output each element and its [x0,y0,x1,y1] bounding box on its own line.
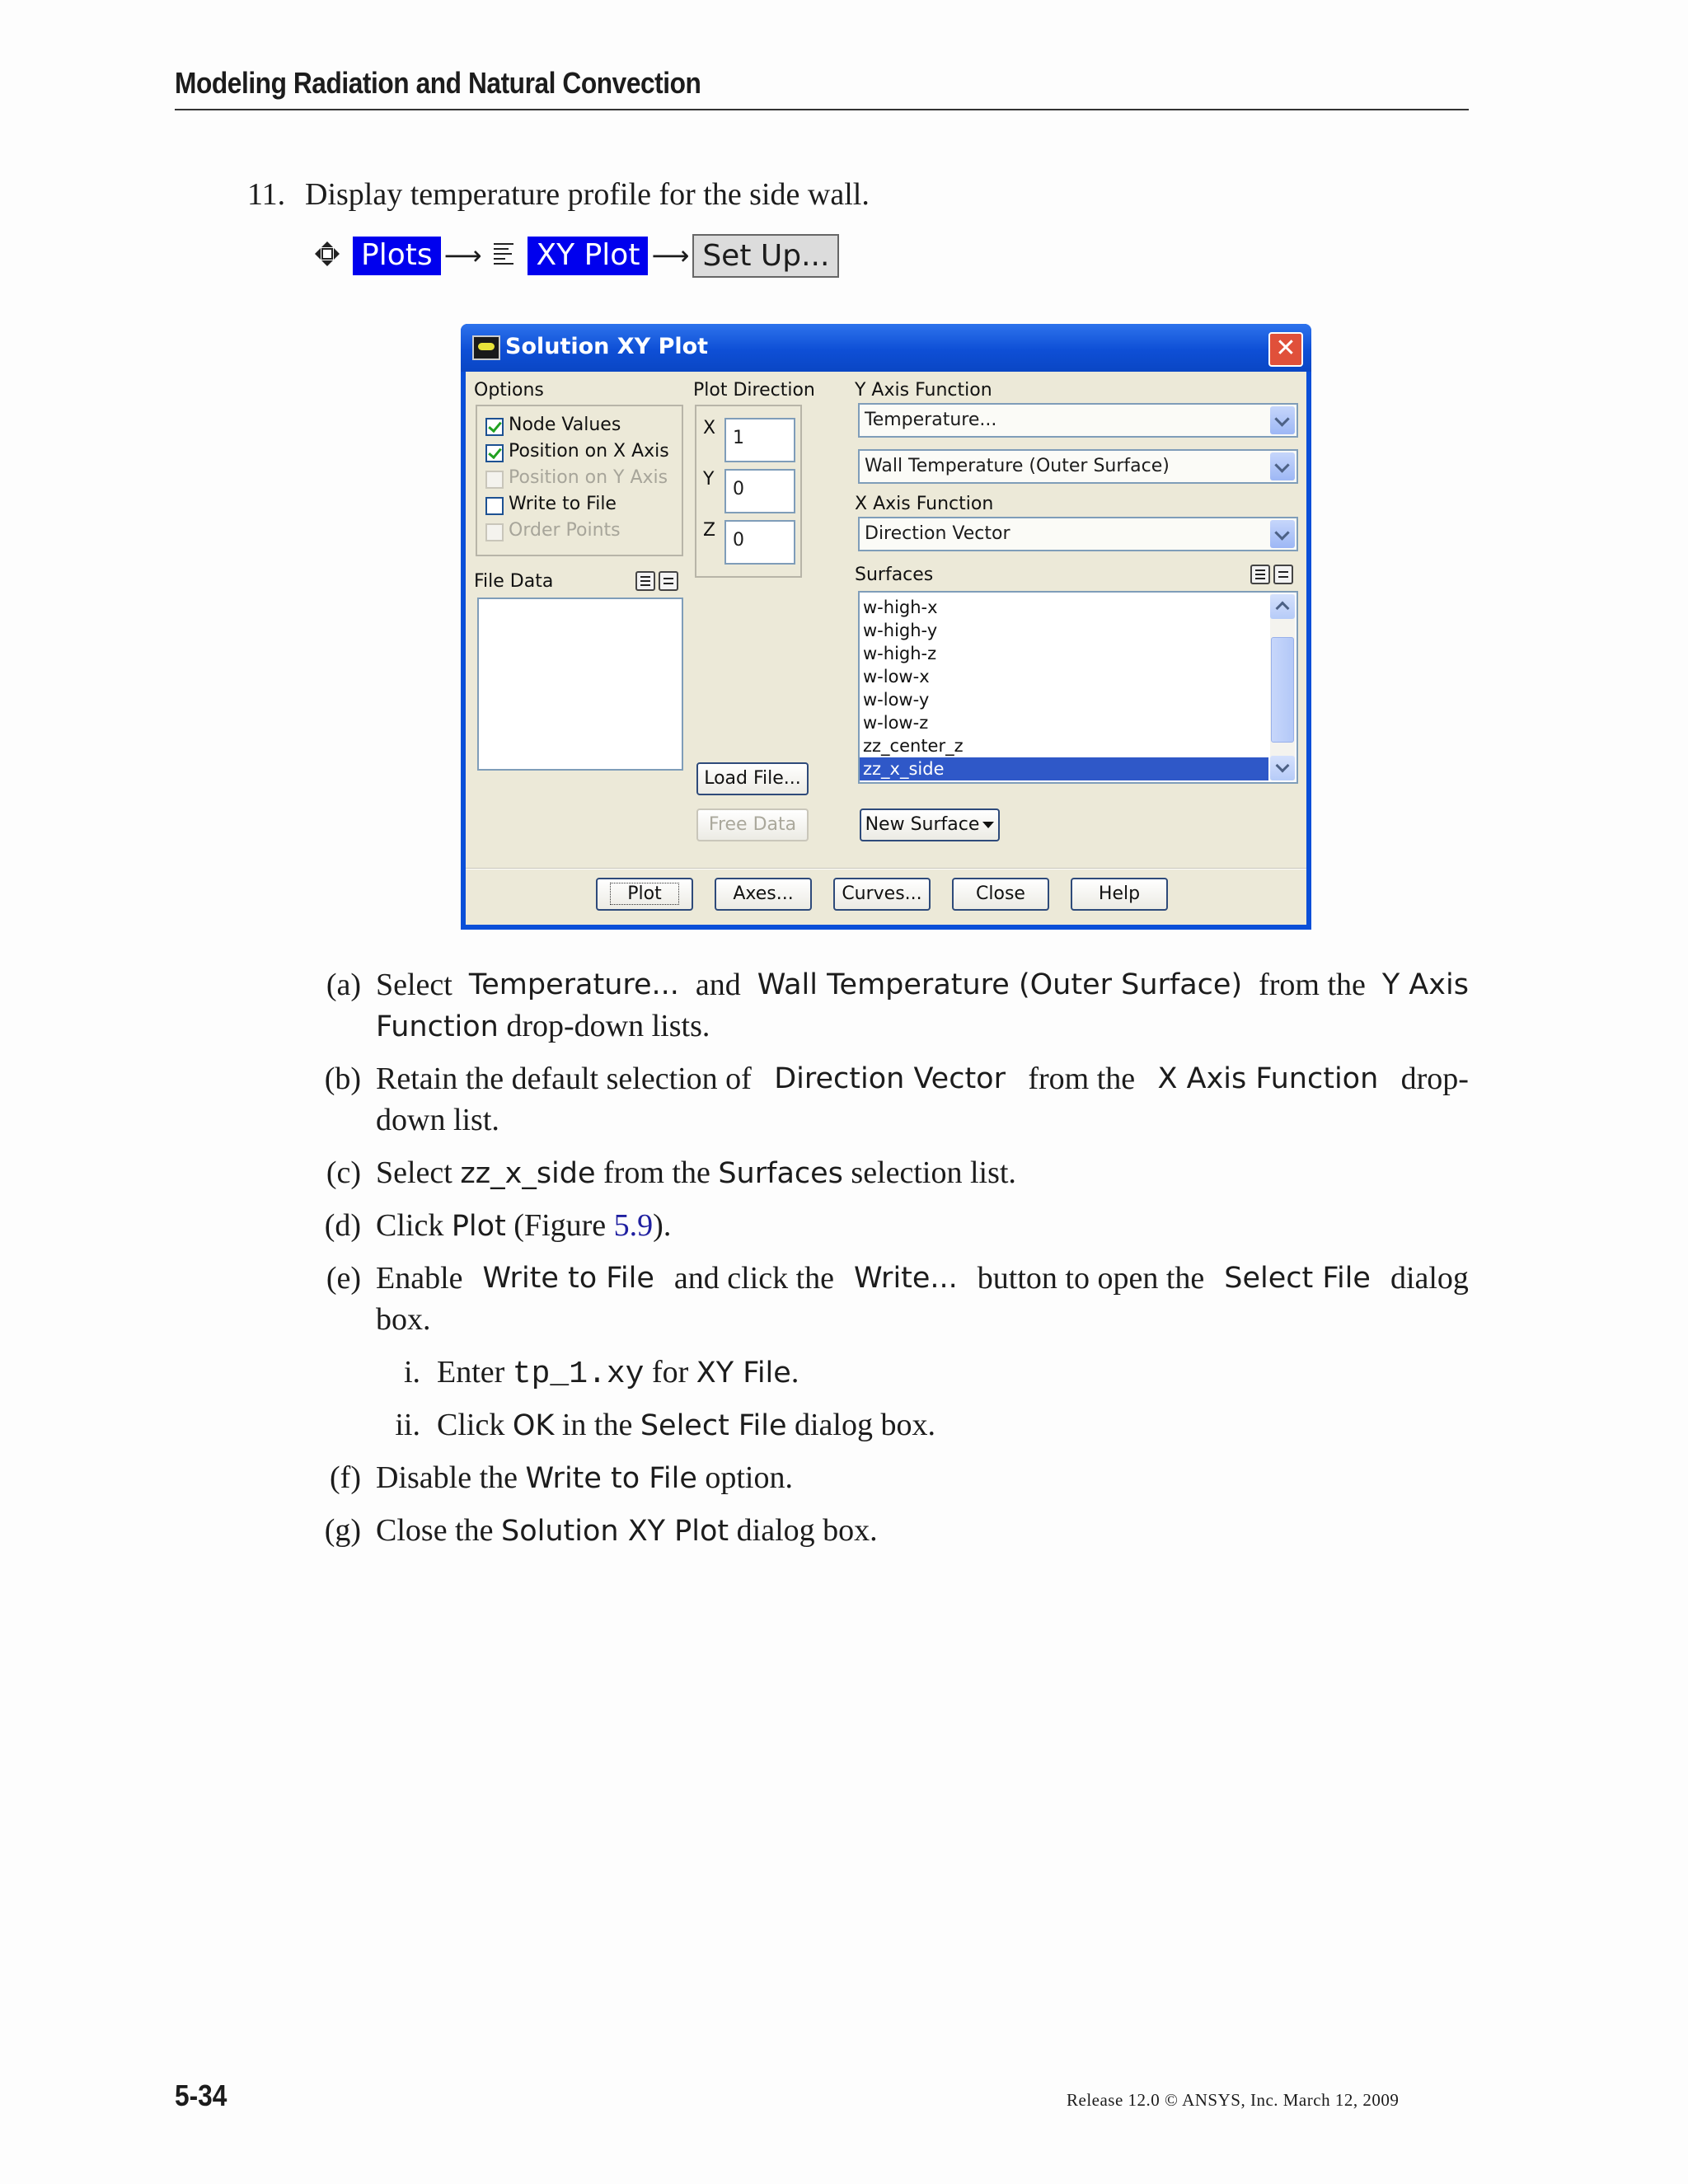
step-number: 11. [247,177,286,212]
y-axis-quantity-value: Wall Temperature (Outer Surface) [865,456,1170,476]
order-points-checkbox [485,523,504,541]
dialog-titlebar[interactable] [461,324,1311,372]
instruction-g: Close the Solution XY Plot dialog box. [376,1513,878,1548]
write-to-file-checkbox[interactable] [485,497,504,515]
instruction-e-line1: Enable Write to File and click the Write... button to open the Select File dialog [376,1261,1469,1296]
menu-path [307,231,839,280]
separator [466,868,1306,869]
set-up-button[interactable]: Set Up... [692,234,839,278]
chapter-title: Modeling Radiation and Natural Convection [175,66,701,100]
solution-icon [313,240,341,272]
instruction-b-line1: Retain the default selection of Direction Vector from the X Axis Function drop- [376,1062,1469,1096]
options-frame [476,405,683,556]
xy-plot-icon [491,240,516,272]
instruction-a-line2: Function drop-down lists. [376,1009,710,1043]
list-item[interactable]: w-low-z [863,713,929,733]
instruction-b-line2: down list. [376,1103,499,1137]
surfaces-label: Surfaces [855,565,934,585]
menu-item-xy-plot[interactable]: XY Plot [528,237,648,275]
select-all-icon[interactable] [635,571,655,591]
curves-button[interactable]: Curves... [833,878,931,911]
arrow-2: ⟶ [651,240,690,271]
close-icon[interactable]: ✕ [1268,332,1303,367]
surfaces-list[interactable] [858,591,1298,784]
new-surface-button[interactable]: New Surface [860,808,1000,841]
item-label: (e) [326,1261,361,1296]
chevron-down-icon [1270,406,1295,434]
y-label: Y [703,469,715,490]
item-label: (g) [324,1513,361,1548]
position-on-x-axis-checkbox[interactable] [485,444,504,462]
sub-item-label: ii. [395,1408,420,1442]
x-axis-function-value: Direction Vector [865,523,1010,544]
surfaces-scrollbar[interactable] [1270,594,1295,780]
item-label: (f) [330,1460,361,1495]
x-label: X [703,418,716,438]
node-values-checkbox[interactable] [485,418,504,436]
x-direction-input[interactable]: 1 [724,418,795,462]
file-data-label: File Data [474,571,554,592]
options-label: Options [474,380,544,401]
y-direction-input[interactable]: 0 [724,469,795,513]
item-label: (c) [326,1155,361,1190]
z-direction-input[interactable]: 0 [724,520,795,565]
z-label: Z [703,520,716,541]
instruction-e-i: Enter tp_1.xy for XY File. [437,1355,799,1392]
page-header [175,64,1469,110]
app-icon [472,335,500,360]
write-to-file-label: Write to File [509,494,617,514]
deselect-all-icon[interactable] [659,571,678,591]
figure-link[interactable]: 5.9 [613,1208,654,1243]
solution-xy-plot-dialog [461,324,1311,930]
plot-direction-label: Plot Direction [693,380,815,401]
sub-item-label: i. [403,1355,420,1390]
y-axis-category-dropdown[interactable] [858,403,1298,438]
list-item[interactable]: w-high-y [863,621,938,640]
step-11 [247,176,870,213]
deselect-all-icon[interactable] [1273,565,1293,584]
list-item[interactable]: w-high-x [863,598,938,617]
instruction-f: Disable the Write to File option. [376,1460,793,1495]
page-number: 5-34 [175,2079,227,2112]
item-label: (a) [326,968,361,1002]
arrow-1: ⟶ [443,240,482,271]
item-label: (d) [324,1208,361,1243]
instruction-e-line2: box. [376,1302,431,1337]
x-axis-function-label: X Axis Function [855,494,994,514]
dropdown-arrow-icon [982,822,994,828]
instruction-e-ii: Click OK in the Select File dialog box. [437,1408,935,1442]
instruction-a-line1: Select Temperature... and Wall Temperature (Outer Surface) from the Y Axis [376,968,1469,1002]
scroll-up-icon[interactable] [1270,594,1295,619]
order-points-label: Order Points [509,520,621,541]
y-axis-function-label: Y Axis Function [855,380,992,401]
axes-button[interactable]: Axes... [715,878,812,911]
menu-item-plots[interactable]: Plots [353,237,441,275]
list-item[interactable]: zz_center_z [863,736,964,756]
list-item-selected[interactable]: zz_x_side [860,757,1268,780]
node-values-label: Node Values [509,415,621,435]
help-button[interactable]: Help [1071,878,1168,911]
step-text: Display temperature profile for the side wall. [305,177,870,212]
list-item[interactable]: w-low-x [863,667,930,687]
list-item[interactable]: w-low-y [863,690,930,710]
release-info: Release 12.0 © ANSYS, Inc. March 12, 2009 [1067,2090,1400,2110]
position-on-y-axis-label: Position on Y Axis [509,467,668,488]
y-axis-category-value: Temperature... [865,410,997,430]
x-axis-function-dropdown[interactable] [858,517,1298,551]
chevron-down-icon [1270,452,1295,480]
position-on-y-axis-checkbox [485,471,504,489]
chevron-down-icon [1270,520,1295,548]
list-item[interactable]: w-high-z [863,644,937,663]
select-all-icon[interactable] [1250,565,1270,584]
instruction-d: Click Plot (Figure 5.9). [376,1208,672,1243]
dialog-body [466,372,1306,925]
instruction-c: Select zz_x_side from the Surfaces selection list. [376,1155,1016,1190]
close-button[interactable]: Close [952,878,1049,911]
free-data-button: Free Data [696,808,809,841]
position-on-x-axis-label: Position on X Axis [509,441,669,462]
item-label: (b) [324,1062,361,1096]
load-file-button[interactable]: Load File... [696,762,809,795]
plot-button[interactable]: Plot [596,878,693,911]
y-axis-quantity-dropdown[interactable] [858,449,1298,484]
scroll-down-icon[interactable] [1270,756,1295,780]
dialog-title: Solution XY Plot [505,334,709,359]
file-data-list[interactable] [477,598,683,771]
scroll-thumb[interactable] [1271,637,1294,743]
plot-direction-frame [695,405,802,578]
